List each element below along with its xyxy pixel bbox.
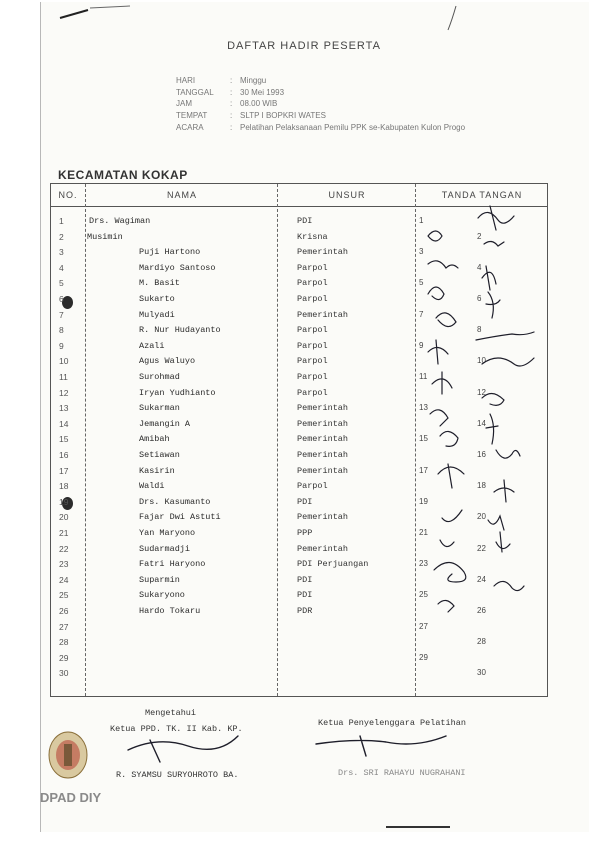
signature-number: 29 <box>419 652 428 662</box>
row-nama: Azali <box>139 340 165 351</box>
signature-number: 7 <box>419 309 424 319</box>
row-nama: Sukarman <box>139 403 180 414</box>
row-number: 13 <box>59 403 69 414</box>
table-row <box>51 419 547 433</box>
table-row <box>51 466 547 480</box>
info-row <box>176 76 266 85</box>
info-row <box>176 111 326 120</box>
row-nama: Fatri Haryono <box>139 559 206 570</box>
row-nama: Sudarmadji <box>139 543 191 554</box>
footer-caption: Mengetahui <box>145 708 197 718</box>
signature-number: 4 <box>477 262 482 272</box>
info-label: ACARA <box>176 123 204 132</box>
table-row <box>51 294 547 308</box>
row-number: 18 <box>59 481 69 492</box>
table-row <box>51 372 547 386</box>
row-number: 8 <box>59 325 64 336</box>
row-unsur: Pemerintah <box>297 543 349 554</box>
row-nama: Mardiyo Santoso <box>139 262 216 273</box>
header-tanda-tangan: TANDA TANGAN <box>441 190 523 200</box>
row-number: 19 <box>59 496 69 507</box>
row-unsur: Parpol <box>297 340 328 351</box>
table-row <box>51 232 547 246</box>
row-unsur: PDR <box>297 606 313 616</box>
signature-number: 11 <box>419 372 428 381</box>
row-number: 11 <box>59 372 68 382</box>
row-nama: Musimin <box>87 231 123 242</box>
signature-number: 12 <box>477 387 486 397</box>
info-label: TEMPAT <box>176 111 208 120</box>
signature-number: 13 <box>419 403 428 413</box>
row-nama: Jemangin A <box>139 418 191 429</box>
kecamatan-heading: KECAMATAN KOKAP <box>58 168 188 182</box>
table-row <box>51 278 547 292</box>
row-number: 28 <box>59 637 69 648</box>
info-value: Pelatihan Pelaksanaan Pemilu PPK se-Kabupaten Kulon Progo <box>240 123 466 132</box>
signature-number: 22 <box>477 543 486 553</box>
row-unsur: PPP <box>297 528 313 538</box>
row-nama: Puji Hartono <box>139 247 201 258</box>
row-nama: Yan Maryono <box>139 528 196 538</box>
info-value: Minggu <box>240 76 267 85</box>
row-nama: Suparmin <box>139 574 180 585</box>
row-nama: Sukaryono <box>139 590 185 601</box>
info-colon: : <box>230 76 233 85</box>
signature-number: 6 <box>477 294 482 303</box>
signature-number: 18 <box>477 481 486 491</box>
signature-number: 21 <box>419 528 428 537</box>
row-nama: R. Nur Hudayanto <box>139 325 221 336</box>
official-seal <box>46 730 90 780</box>
row-number: 1 <box>59 216 64 226</box>
info-row <box>176 99 277 108</box>
row-unsur: PDI <box>297 216 313 226</box>
row-unsur: Parpol <box>297 372 328 382</box>
info-colon: : <box>230 123 233 132</box>
info-colon: : <box>230 99 233 108</box>
row-number: 3 <box>59 247 64 258</box>
info-row <box>176 88 284 97</box>
row-nama: Waldi <box>139 481 165 492</box>
info-label: TANGGAL <box>176 88 214 97</box>
row-number: 14 <box>59 418 69 429</box>
row-nama: Drs. Wagiman <box>89 216 151 226</box>
info-label: HARI <box>176 76 196 85</box>
row-unsur: Pemerintah <box>297 450 349 460</box>
table-row <box>51 512 547 526</box>
table-row <box>51 637 547 651</box>
row-nama: Amibah <box>139 434 170 445</box>
row-number: 12 <box>59 387 69 398</box>
signature-number: 5 <box>419 278 424 288</box>
row-number: 23 <box>59 559 69 570</box>
row-number: 5 <box>59 278 64 289</box>
info-value: 30 Mei 1993 <box>240 88 285 97</box>
row-unsur: Parpol <box>297 262 328 273</box>
row-number: 7 <box>59 309 64 320</box>
table-row <box>51 325 547 339</box>
table-row <box>51 481 547 495</box>
signature-number: 25 <box>419 590 428 600</box>
row-unsur: Pemerintah <box>297 465 349 476</box>
signature-number: 30 <box>477 668 486 678</box>
info-value: 08.00 WIB <box>240 99 278 108</box>
row-number: 24 <box>59 574 69 585</box>
row-number: 21 <box>59 528 69 538</box>
table-row <box>51 668 547 682</box>
signature-number: 19 <box>419 496 428 506</box>
table-row <box>51 559 547 573</box>
row-number: 27 <box>59 621 69 632</box>
row-nama: Setiawan <box>139 450 180 460</box>
header-nama: NAMA <box>166 190 197 200</box>
signature-number: 24 <box>477 574 486 584</box>
footer-left-name: R. SYAMSU SURYOHROTO BA. <box>116 770 239 780</box>
signature-number: 26 <box>477 606 486 615</box>
row-nama: Kasirin <box>139 465 175 476</box>
row-unsur: Parpol <box>297 481 328 492</box>
row-nama: Fajar Dwi Astuti <box>139 512 221 523</box>
table-row <box>51 216 547 230</box>
row-number: 9 <box>59 340 64 351</box>
row-number: 16 <box>59 450 69 460</box>
table-row <box>51 544 547 558</box>
watermark: DPAD DIY <box>40 790 102 805</box>
signature-number: 1 <box>419 216 424 225</box>
row-nama: Mulyadi <box>139 309 175 320</box>
table-row <box>51 653 547 667</box>
row-unsur: PDI Perjuangan <box>297 559 369 570</box>
row-unsur: Pemerintah <box>297 403 349 414</box>
table-row <box>51 434 547 448</box>
row-number: 2 <box>59 231 64 242</box>
signature-number: 8 <box>477 325 482 335</box>
table-row <box>51 388 547 402</box>
signature-number: 3 <box>419 247 424 257</box>
row-nama: M. Basit <box>139 278 180 289</box>
row-unsur: Parpol <box>297 387 328 398</box>
row-unsur: Parpol <box>297 294 328 304</box>
row-nama: Surohmad <box>139 372 180 382</box>
table-row <box>51 247 547 261</box>
document-title: DAFTAR HADIR PESERTA <box>227 40 381 52</box>
table-row <box>51 497 547 511</box>
row-unsur: Parpol <box>297 325 328 336</box>
row-nama: Hardo Tokaru <box>139 606 201 616</box>
row-nama: Iryan Yudhianto <box>139 387 216 398</box>
table-row <box>51 590 547 604</box>
row-unsur: Parpol <box>297 278 328 289</box>
info-row <box>176 123 465 132</box>
table-row <box>51 606 547 620</box>
header-no: NO. <box>58 190 78 200</box>
row-unsur: Pemerintah <box>297 309 349 320</box>
row-number: 17 <box>59 465 69 476</box>
table-row <box>51 341 547 355</box>
table-row <box>51 622 547 636</box>
signature-number: 15 <box>419 434 428 444</box>
footer-left-title: Ketua PPD. TK. II Kab. KP. <box>110 724 243 734</box>
row-number: 30 <box>59 668 69 679</box>
row-number: 15 <box>59 434 69 445</box>
table-row <box>51 528 547 542</box>
row-nama: Drs. Kasumanto <box>139 496 211 507</box>
info-value: SLTP I BOPKRI WATES <box>240 111 326 120</box>
table-row <box>51 575 547 589</box>
row-unsur: Krisna <box>297 231 328 242</box>
table-row <box>51 450 547 464</box>
row-number: 22 <box>59 543 69 554</box>
header-unsur: UNSUR <box>328 190 366 200</box>
table-row <box>51 310 547 324</box>
signature-number: 17 <box>419 465 428 475</box>
signature-number: 14 <box>477 418 486 428</box>
signature-number: 23 <box>419 559 428 569</box>
row-number: 25 <box>59 590 69 601</box>
row-number: 26 <box>59 606 69 616</box>
row-unsur: PDI <box>297 574 313 585</box>
row-number: 10 <box>59 356 69 367</box>
row-unsur: Pemerintah <box>297 434 349 445</box>
row-unsur: Pemerintah <box>297 418 349 429</box>
row-unsur: Pemerintah <box>297 512 349 523</box>
signature-number: 9 <box>419 340 424 350</box>
row-nama: Agus Waluyo <box>139 356 196 367</box>
table-row <box>51 403 547 417</box>
signature-number: 10 <box>477 356 486 366</box>
footer-right-name: Drs. SRI RAHAYU NUGRAHANI <box>338 768 466 778</box>
footer-right-title: Ketua Penyelenggara Pelatihan <box>318 718 466 728</box>
table-row <box>51 263 547 277</box>
signature-number: 20 <box>477 512 486 522</box>
row-nama: Sukarto <box>139 294 175 304</box>
signature-number: 27 <box>419 621 428 631</box>
attendance-table <box>50 183 548 697</box>
row-number: 4 <box>59 262 64 273</box>
row-number: 29 <box>59 652 69 663</box>
bottom-mark <box>386 826 450 828</box>
info-colon: : <box>230 111 233 120</box>
info-colon: : <box>230 88 233 97</box>
row-number: 6 <box>59 294 64 304</box>
row-unsur: Pemerintah <box>297 247 349 258</box>
signature-number: 2 <box>477 231 482 241</box>
row-unsur: Parpol <box>297 356 328 367</box>
header-divider <box>51 206 547 207</box>
row-unsur: PDI <box>297 590 313 601</box>
table-row <box>51 356 547 370</box>
signature-number: 28 <box>477 637 486 647</box>
row-unsur: PDI <box>297 496 313 507</box>
signature-number: 16 <box>477 450 486 459</box>
info-label: JAM <box>176 99 192 108</box>
row-number: 20 <box>59 512 69 523</box>
